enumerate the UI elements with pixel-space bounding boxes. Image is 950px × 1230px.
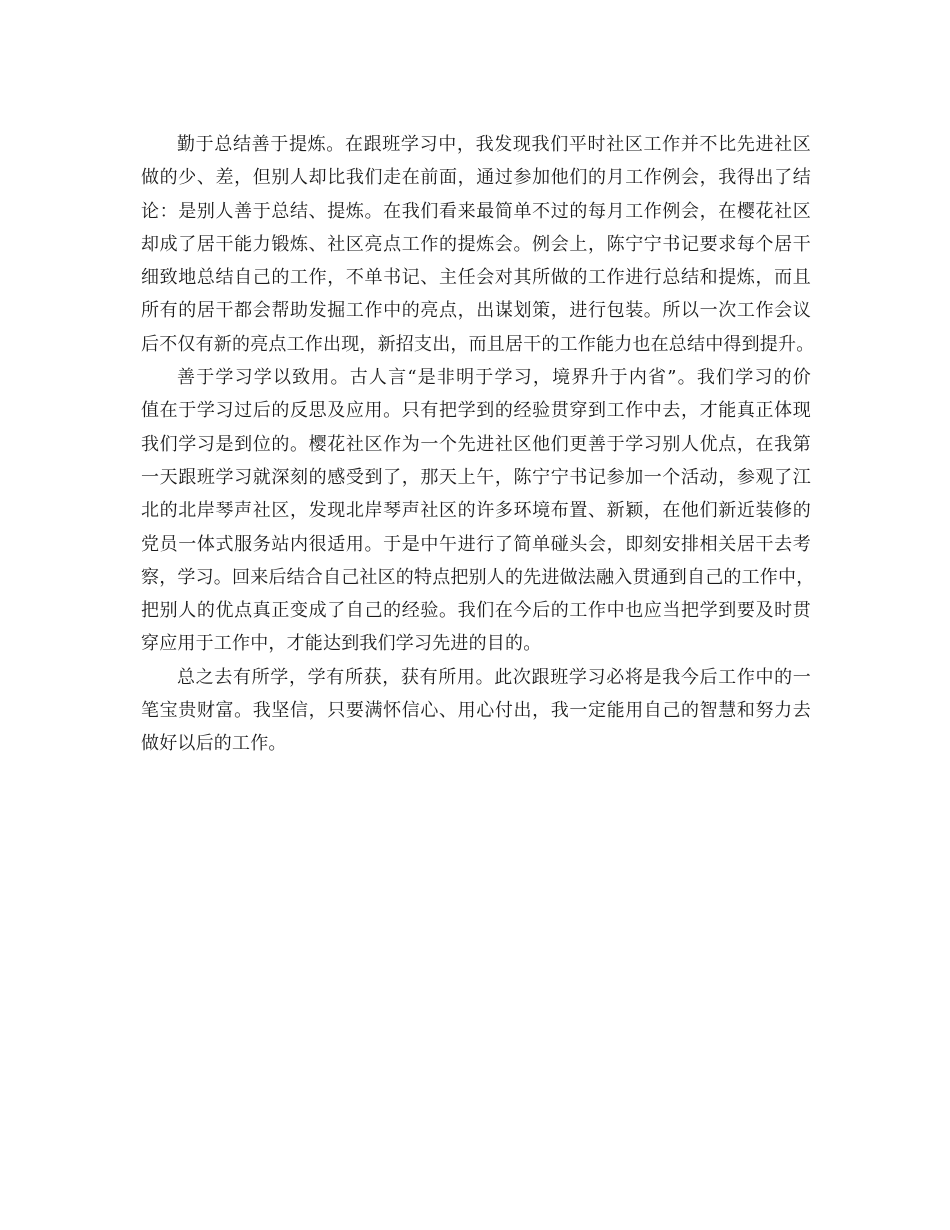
text-line: 总之去有所学，学有所获，获有所用。此次跟班学习必将是我今后工作中的一	[177, 666, 811, 688]
text-line: 把别人的优点真正变成了自己的经验。我们在今后的工作中也应当把学到要及时贯	[141, 600, 811, 622]
text-line: 勤于总结善于提炼。在跟班学习中，我发现我们平时社区工作并不比先进社区	[177, 134, 811, 155]
text-line: 后不仅有新的亮点工作出现，新招支出，而且居干的工作能力也在总结中得到提升。	[141, 333, 815, 355]
text-line: 却成了居干能力锻炼、社区亮点工作的提炼会。例会上，陈宁宁书记要求每个居干	[141, 233, 811, 255]
text-line: 我们学习是到位的。樱花社区作为一个先进社区他们更善于学习别人优点，在我第	[141, 433, 811, 455]
text-line: 论：是别人善于总结、提炼。在我们看来最简单不过的每月工作例会，在樱花社区	[141, 200, 811, 222]
text-line: 值在于学习过后的反思及应用。只有把学到的经验贯穿到工作中去，才能真正体现	[141, 400, 811, 422]
text-line: 党员一体式服务站内很适用。于是中午进行了简单碰头会，即刻安排相关居干去考	[141, 533, 811, 555]
text-line: 做好以后的工作。	[141, 733, 287, 755]
text-line: 所有的居干都会帮助发掘工作中的亮点，出谋划策，进行包装。所以一次工作会议	[141, 300, 811, 322]
text-line: 做的少、差，但别人却比我们走在前面，通过参加他们的月工作例会，我得出了结	[141, 167, 811, 189]
text-line: 察，学习。回来后结合自己社区的特点把别人的先进做法融入贯通到自己的工作中，	[141, 566, 815, 588]
paragraph-1	[141, 128, 815, 361]
paragraph-3	[141, 661, 811, 761]
document-body	[141, 128, 815, 761]
paragraph-2	[141, 361, 815, 661]
text-line: 细致地总结自己的工作，不单书记、主任会对其所做的工作进行总结和提炼，而且	[141, 267, 811, 289]
text-line: 一天跟班学习就深刻的感受到了，那天上午，陈宁宁书记参加一个活动，参观了江	[141, 466, 811, 488]
text-line: 笔宝贵财富。我坚信，只要满怀信心、用心付出，我一定能用自己的智慧和努力去	[141, 700, 811, 722]
text-line: 穿应用于工作中，才能达到我们学习先进的目的。	[141, 633, 542, 655]
text-line: 善于学习学以致用。古人言“是非明于学习，境界升于内省”。我们学习的价	[177, 367, 811, 389]
text-line: 北的北岸琴声社区，发现北岸琴声社区的许多环境布置、新颖，在他们新近装修的	[141, 500, 811, 522]
